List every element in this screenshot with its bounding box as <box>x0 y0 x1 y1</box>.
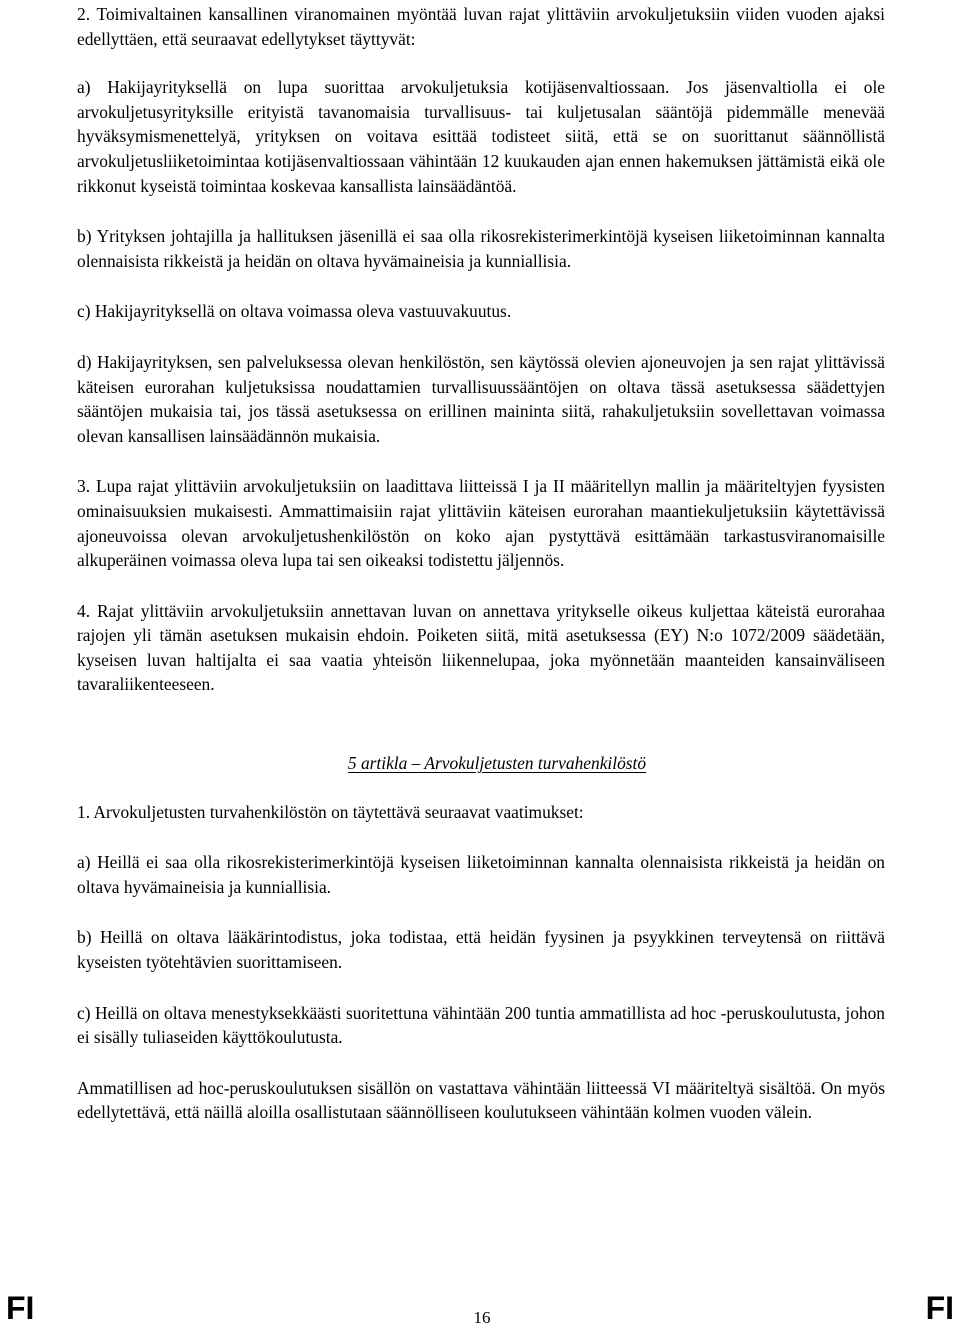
paragraph-4: 4. Rajat ylittäviin arvokuljetuksiin annettavan luvan on annettava yritykselle oikeus kuljettaa käteistä eurorahaa rajojen yli tämän asetuksen mukaisin ehdoin. Poiketen siitä, mitä asetuksessa (EY) N:o 1072/2009 säädetään, kyseisen luvan haltijalta ei saa vaatia yhteisön liikennelupaa, joka myönnetään maanteiden kansainväliseen tavaraliikenteeseen. <box>77 600 885 695</box>
paragraph-3: 3. Lupa rajat ylittäviin arvokuljetuksiin on laadittava liitteissä I ja II määritellyn mallin ja määriteltyjen fyysisten ominaisuuksien mukaisesti. Ammattimaisiin rajat ylittäviin käteisen eurorahan maantiekuljetuksiin käytettävissä ajoneuvoissa olevan arvokuljetushenkilöstön on koko ajan pystyttävä esittämään tarkastusviranomaisille alkuperäinen voimassa oleva lupa tai sen oikeaksi todistettu jäljennös. <box>77 476 885 571</box>
article-5-training-paragraph: Ammatillisen ad hoc-peruskoulutuksen sisällön on vastattava vähintään liitteessä VI määriteltyä sisältöä. On myös edellytettävä, että näillä aloilla osallistutaan säännölliseen koulutukseen vähintään kolmen vuoden välein. <box>77 1077 885 1123</box>
paragraph-2a: a) Hakijayrityksellä on lupa suorittaa arvokuljetuksia kotijäsenvaltiossaan. Jos jäsenvaltiolla ei ole arvokuljetusyrityksille erityistä tavanomaisia turvallisuus- tai kuljetusalan sääntöjä pidemmälle menevää hyväksymismenettelyä, yrityksen on voitava esittää todisteet siitä, että se on suorittanut säännöllistä arvokuljetusliiketoimintaa kotijäsenvaltiossaan vähintään 12 kuukauden ajan ennen hakemuksen jättämistä eikä ole rikkonut kyseistä toimintaa koskevaa kansallista lainsäädäntöä. <box>77 77 885 196</box>
language-code-left: FI <box>6 1290 35 1326</box>
paragraph-2d: d) Hakijayrityksen, sen palveluksessa olevan henkilöstön, sen käytössä olevien ajoneuvojen ja sen rajat ylittävissä käteisen eurorahan kuljetuksissa noudattamien turvallisuussääntöjen on oltava tässä asetuksessa säädettyjen sääntöjen mukaisia tai, jos tässä asetuksessa on erillinen maininta siitä, rahakuljetuksiin sovellettavan voimassa olevan kansallisen lainsäädännön mukaisia. <box>77 351 885 446</box>
article-5-item-c: c) Heillä on oltava menestyksekkäästi suoritettuna vähintään 200 tuntia ammatillista ad hoc -peruskoulutusta, johon ei sisälly tuliaseiden käyttökoulutusta. <box>77 1002 885 1048</box>
page-number: 16 <box>473 1308 491 1327</box>
language-code-right: FI <box>925 1290 954 1326</box>
paragraph-2c: c) Hakijayrityksellä on oltava voimassa oleva vastuuvakuutus. <box>77 301 512 322</box>
article-5-item-a: a) Heillä ei saa olla rikosrekisterimerkintöjä kyseisen liiketoiminnan kannalta olennaisista rikkeistä ja heidän on oltava hyvämaineisia ja kunniallisia. <box>77 852 885 897</box>
paragraph-2: 2. Toimivaltainen kansallinen viranomainen myöntää luvan rajat ylittäviin arvokuljetuksiin viiden vuoden ajaksi edellyttäen, että seuraavat edellytykset täyttyvät: <box>77 4 885 49</box>
document-body <box>77 0 885 1125</box>
paragraph-2b: b) Yrityksen johtajilla ja hallituksen jäsenillä ei saa olla rikosrekisterimerkintöjä kyseisen liiketoiminnan kannalta olennaisista rikkeistä ja heidän on oltava hyvämaineisia ja kunniallisia. <box>77 226 885 271</box>
article-5-item-b: b) Heillä on oltava lääkärintodistus, joka todistaa, että heidän fyysinen ja psyykkinen terveytensä on riittävä kyseisten työtehtävien suorittamiseen. <box>77 927 885 973</box>
article-5-heading: 5 artikla – Arvokuljetusten turvahenkilöstö <box>347 753 647 774</box>
article-5-paragraph-1: 1. Arvokuljetusten turvahenkilöstön on täytettävä seuraavat vaatimukset: <box>77 801 584 822</box>
